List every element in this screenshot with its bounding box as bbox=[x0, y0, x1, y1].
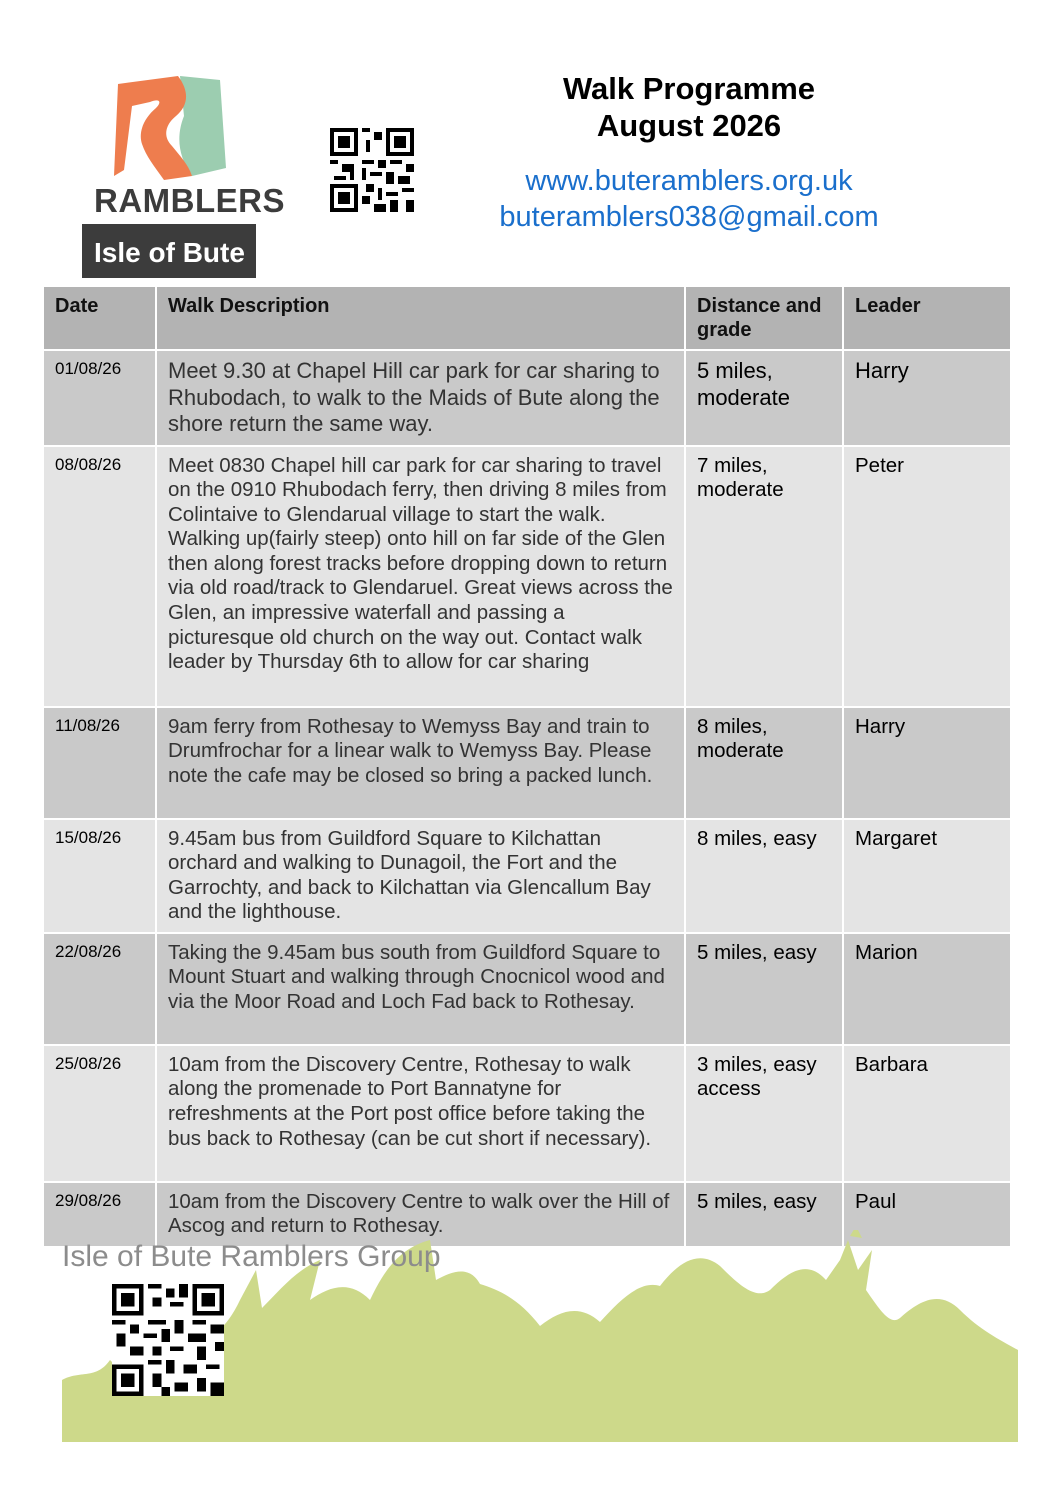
walk-description: Taking the 9.45am bus south from Guildford Square to Mount Stuart and walking through Cnocnicol wood and via the Moor Road and Loch Fad back to Rothesay. bbox=[156, 933, 685, 1045]
walk-description: 9.45am bus from Guildford Square to Kilchattan orchard and walking to Dunagoil, the Fort and the Garrochty, and back to Kilchattan via Glencallum Bay and the lighthouse. bbox=[156, 819, 685, 933]
ramblers-logo bbox=[80, 72, 285, 278]
logo-area-text: Isle of Bute bbox=[82, 224, 256, 278]
qr-code-icon[interactable] bbox=[110, 1284, 226, 1396]
logo-brand-text: RAMBLERS bbox=[94, 182, 285, 219]
walk-date: 15/08/26 bbox=[43, 819, 156, 933]
table-row bbox=[43, 933, 1011, 1045]
table-row bbox=[43, 1045, 1011, 1182]
column-header-distance: Distance and grade bbox=[685, 286, 843, 350]
walk-description: Meet 9.30 at Chapel Hill car park for car sharing to Rhubodach, to walk to the Maids of Bute along the shore return the same way. bbox=[156, 350, 685, 446]
walk-date: 25/08/26 bbox=[43, 1045, 156, 1182]
walk-date: 08/08/26 bbox=[43, 446, 156, 707]
qr-code-icon[interactable] bbox=[330, 128, 414, 212]
walk-date: 22/08/26 bbox=[43, 933, 156, 1045]
column-header-date: Date bbox=[43, 286, 156, 350]
walk-date: 01/08/26 bbox=[43, 350, 156, 446]
walk-leader: Harry bbox=[843, 350, 1011, 446]
walk-date: 29/08/26 bbox=[43, 1182, 156, 1247]
walk-distance: 8 miles, moderate bbox=[685, 707, 843, 819]
walk-distance: 7 miles, moderate bbox=[685, 446, 843, 707]
walk-leader: Paul bbox=[843, 1182, 1011, 1247]
website-link[interactable]: www.buteramblers.org.uk bbox=[525, 165, 853, 197]
table-row bbox=[43, 819, 1011, 933]
walk-description: 10am from the Discovery Centre, Rothesay to walk along the promenade to Port Bannatyne for refreshments at the Port post office before taking the bus back to Rothesay (can be cut short if necessary). bbox=[156, 1045, 685, 1182]
walk-programme-table bbox=[42, 285, 1012, 1248]
walk-description: Meet 0830 Chapel hill car park for car sharing to travel on the 0910 Rhubodach ferry, then driving 8 miles from Colintaive to Glendarual village to start the walk. Walking up(fairly steep) onto hill on far side of the Glen then along forest tracks before dropping down to return via old road/track to Glendaruel. Great views across the Glen, an impressive waterfall and passing a picturesque old church on the way out. Contact walk leader by Thursday 6th to allow for car sharing bbox=[156, 446, 685, 707]
walk-leader: Harry bbox=[843, 707, 1011, 819]
walk-leader: Marion bbox=[843, 933, 1011, 1045]
walk-leader: Peter bbox=[843, 446, 1011, 707]
programme-month: August 2026 bbox=[596, 108, 782, 143]
table-row bbox=[43, 446, 1011, 707]
walk-distance: 3 miles, easy access bbox=[685, 1045, 843, 1182]
walk-distance: 8 miles, easy bbox=[685, 819, 843, 933]
programme-title: Walk Programme bbox=[562, 71, 816, 106]
walk-description: 9am ferry from Rothesay to Wemyss Bay and train to Drumfrochar for a linear walk to Wemyss Bay. Please note the cafe may be closed so bring a packed lunch. bbox=[156, 707, 685, 819]
column-header-leader: Leader bbox=[843, 286, 1011, 350]
walk-leader: Barbara bbox=[843, 1045, 1011, 1182]
walk-date: 11/08/26 bbox=[43, 707, 156, 819]
email-link[interactable]: buteramblers038@gmail.com bbox=[499, 201, 879, 233]
walk-distance: 5 miles, easy bbox=[685, 933, 843, 1045]
table-header-row bbox=[43, 286, 1011, 350]
table-row bbox=[43, 350, 1011, 446]
walk-leader: Margaret bbox=[843, 819, 1011, 933]
walk-distance: 5 miles, moderate bbox=[685, 350, 843, 446]
walk-description: 10am from the Discovery Centre to walk over the Hill of Ascog and return to Rothesay. bbox=[156, 1182, 685, 1247]
column-header-description: Walk Description bbox=[156, 286, 685, 350]
table-row bbox=[43, 707, 1011, 819]
group-name: Isle of Bute Ramblers Group bbox=[62, 1240, 441, 1273]
programme-heading bbox=[480, 70, 898, 235]
walk-distance: 5 miles, easy bbox=[685, 1182, 843, 1247]
